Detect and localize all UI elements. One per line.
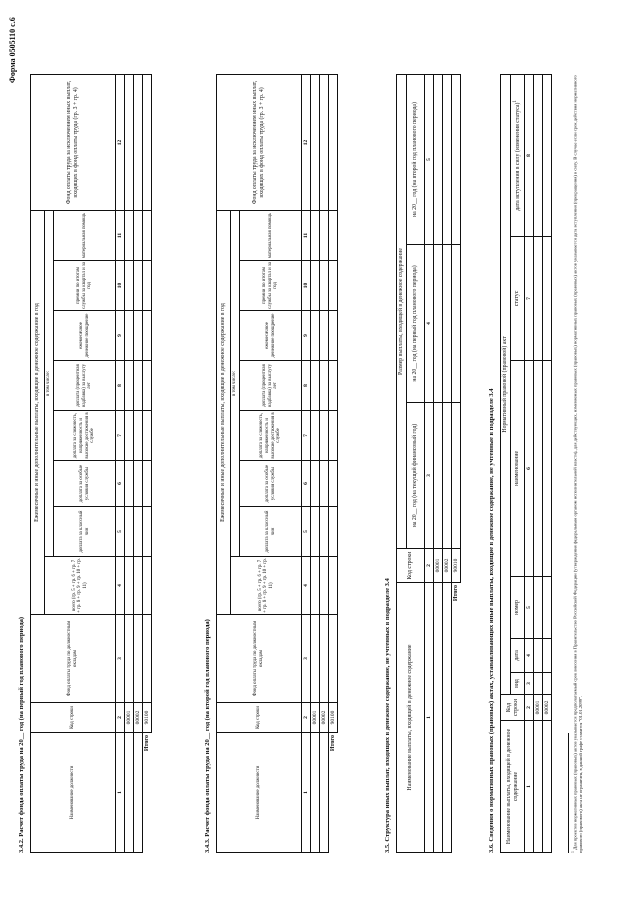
- header-legal-act: Нормативный правовой (правовой) акт: [501, 74, 511, 694]
- col-num: 7: [116, 411, 125, 461]
- header-tension: доплата за сложность, напряженность и высокие достижения в службе: [240, 411, 302, 461]
- col-num: 12: [302, 74, 311, 210]
- row-code: 00001: [125, 703, 134, 733]
- header-extra-payments: Ежемесячные и иные дополнительные выплаты, входящие в денежное содержание в год: [217, 210, 231, 614]
- col-num: 12: [116, 74, 125, 210]
- cell: [125, 733, 134, 853]
- col-num: 4: [116, 557, 125, 615]
- total-label: Итого: [143, 735, 150, 752]
- table-row: [311, 74, 320, 852]
- col-num: 2: [116, 703, 125, 733]
- table-row: [543, 74, 552, 852]
- col-num: 8: [116, 361, 125, 411]
- table-3-5: [396, 74, 461, 853]
- col-num: 6: [525, 361, 534, 577]
- col-num: 3: [302, 615, 311, 703]
- footnote-text: Для проектов нормативных правовых (правовых) актов указывается предполагаемый срок внесения в Правительство Российской Федерации (утверждения федеральным органом исполнительной власти), для действующих, изменяемых правовых (правовых) нормативных правовых (правовых) актов указывается дата вступления (прекращения) в силу. В случае если срок действия нормативного правового (правового) акта не ограничен, в данной графе ставится "01.01.2099".: [572, 75, 584, 853]
- col-num: 10: [302, 261, 311, 311]
- total-row: [452, 75, 461, 853]
- col-num: 1: [302, 733, 311, 853]
- total-label: Итого: [452, 585, 459, 602]
- header-material: материальная помощь: [54, 210, 116, 260]
- form-code: Форма 0505110 с.6: [8, 17, 17, 83]
- total-code: 90100: [143, 703, 152, 733]
- header-fund-total: Фонд оплаты труда за исключением иных выплат, входящих в фонд оплаты труда (гр. 3 + гр. 4): [217, 74, 302, 210]
- header-act-type: вид: [511, 673, 525, 695]
- col-num: 4: [302, 557, 311, 615]
- table-row: [443, 75, 452, 853]
- cell: [134, 733, 143, 853]
- header-act-title: наименование: [511, 361, 525, 577]
- table-row: [534, 74, 543, 852]
- col-num: 9: [302, 311, 311, 361]
- header-tension: доплата за сложность, напряженность и высокие достижения в службе: [54, 411, 116, 461]
- total-row: [143, 74, 152, 852]
- header-payment-name: Наименование выплаты, входящей в денежное содержание: [397, 583, 425, 853]
- col-num: 2: [425, 549, 434, 583]
- header-percent: доплата (процентная надбавка) за выслугу лет: [240, 361, 302, 411]
- cell: [320, 733, 329, 853]
- header-act-status: статус: [511, 237, 525, 361]
- header-payment-name: Наименование выплаты, входящей в денежное содержание: [501, 721, 525, 853]
- header-salary-fund: Фонд оплаты труда по должностным окладам: [217, 615, 302, 703]
- header-award: премии по итогам службы за квартал и за год: [240, 261, 302, 311]
- total-label: Итого: [329, 735, 336, 752]
- table-3-4-3: [216, 74, 338, 853]
- col-num: 3: [525, 673, 534, 695]
- table-row: [134, 74, 143, 852]
- col-num: 2: [302, 703, 311, 733]
- header-year-current: на 20__ год (на текущий финансовый год): [407, 403, 425, 549]
- header-status-date: дата вступления в силу (изменения статуса)$^1$: [511, 74, 525, 236]
- row-code: 00002: [443, 549, 452, 583]
- header-material: материальная помощь: [240, 210, 302, 260]
- section-3-5-title: 3.5. Структура иных выплат, входящих в денежное содержание, не учтенных в подразделе 3.4: [384, 578, 391, 853]
- row-code: 00002: [543, 695, 552, 721]
- col-num: 8: [525, 74, 534, 236]
- col-num: 11: [116, 210, 125, 260]
- table-3-6: [500, 74, 552, 853]
- col-num: 9: [116, 311, 125, 361]
- header-amount: Размер выплаты, входящей в денежное содержание: [397, 75, 407, 549]
- col-num: 10: [116, 261, 125, 311]
- section-3-4-2-title: 3.4.2. Расчет фонда оплаты труда на 20__ год (на первый год планового периода): [18, 616, 25, 853]
- col-num: 5: [425, 75, 434, 245]
- header-position: Наименование должности: [217, 733, 302, 853]
- table-row: [434, 75, 443, 853]
- table-3-4-2: [30, 74, 152, 853]
- table-row: [320, 74, 329, 852]
- col-num: 7: [525, 237, 534, 361]
- footnote: [571, 75, 584, 853]
- header-including: в том числе:: [231, 210, 240, 556]
- header-code: Код строки: [217, 703, 302, 733]
- header-act-date: дата: [511, 639, 525, 673]
- header-bonus: ежемесячное денежное поощрение: [54, 311, 116, 361]
- col-num: 3: [425, 403, 434, 549]
- header-act-number: номер: [511, 577, 525, 639]
- col-num: 2: [525, 695, 534, 721]
- header-code: Код строки: [501, 695, 525, 721]
- header-fund-total: Фонд оплаты труда за исключением иных выплат, входящих в фонд оплаты труда (гр. 3 + гр. 4): [31, 74, 116, 210]
- section-3-4-3-title: 3.4.3. Расчет фонда оплаты труда на 20__ год (на второй год планового периода): [204, 619, 211, 853]
- header-award: премии по итогам службы за квартал и за год: [54, 261, 116, 311]
- header-extra-payments: Ежемесячные и иные дополнительные выплаты, входящие в денежное содержание в год: [31, 210, 45, 614]
- header-year-second: на 20__ год (на второй год планового периода): [407, 75, 425, 245]
- row-code: 00002: [320, 703, 329, 733]
- col-num: 1: [116, 733, 125, 853]
- header-special: доплата за особые условия службы: [240, 461, 302, 507]
- section-3-6-title: 3.6. Сведения о нормативных правовых (правовых) актах, устанавливающих иные выплаты, входящие в денежное содержание, не учтенные в подразделе 3.4: [488, 388, 495, 853]
- total-code: 90010: [452, 549, 461, 583]
- header-salary-fund: Фонд оплаты труда по должностным окладам: [31, 615, 116, 703]
- header-code: Код строки: [397, 549, 425, 583]
- header-bonus: ежемесячное денежное поощрение: [240, 311, 302, 361]
- header-extra-total: всего (гр. 5 + гр. 6 + гр. 7 + гр. 8 + гр. 9 + гр. 10 + гр. 11): [231, 557, 302, 615]
- header-rank: доплата за классный чин: [240, 507, 302, 557]
- col-num: 5: [302, 507, 311, 557]
- col-num: 6: [116, 461, 125, 507]
- header-code: Код строки: [31, 703, 116, 733]
- col-num: 7: [302, 411, 311, 461]
- header-year-first: на 20__ год (на первый год планового периода): [407, 245, 425, 403]
- col-num: 3: [116, 615, 125, 703]
- table-row: [125, 74, 134, 852]
- col-num: 8: [302, 361, 311, 411]
- col-num: 4: [425, 245, 434, 403]
- total-code: 90100: [329, 703, 338, 733]
- row-code: 00001: [434, 549, 443, 583]
- header-special: доплата за особые условия службы: [54, 461, 116, 507]
- row-code: 00002: [134, 703, 143, 733]
- footnote-divider: [568, 733, 569, 853]
- col-num: 11: [302, 210, 311, 260]
- col-num: 1: [425, 583, 434, 853]
- col-num: 5: [116, 507, 125, 557]
- footnote-mark: 1: [571, 851, 575, 853]
- col-num: 1: [525, 721, 534, 853]
- row-code: 00001: [534, 695, 543, 721]
- col-num: 5: [525, 577, 534, 639]
- header-position: Наименование должности: [31, 733, 116, 853]
- col-num: 6: [302, 461, 311, 507]
- header-rank: доплата за классный чин: [54, 507, 116, 557]
- footnote-mark: 1: [513, 100, 519, 103]
- col-num: 4: [525, 639, 534, 673]
- header-percent: доплата (процентная надбавка) за выслугу лет: [54, 361, 116, 411]
- total-row: [329, 74, 338, 852]
- header-extra-total: всего (гр. 5 + гр. 6 + гр. 7 + гр. 8 + гр. 9 + гр. 10 + гр. 11): [45, 557, 116, 615]
- header-including: в том числе:: [45, 210, 54, 556]
- cell: [311, 733, 320, 853]
- row-code: 00001: [311, 703, 320, 733]
